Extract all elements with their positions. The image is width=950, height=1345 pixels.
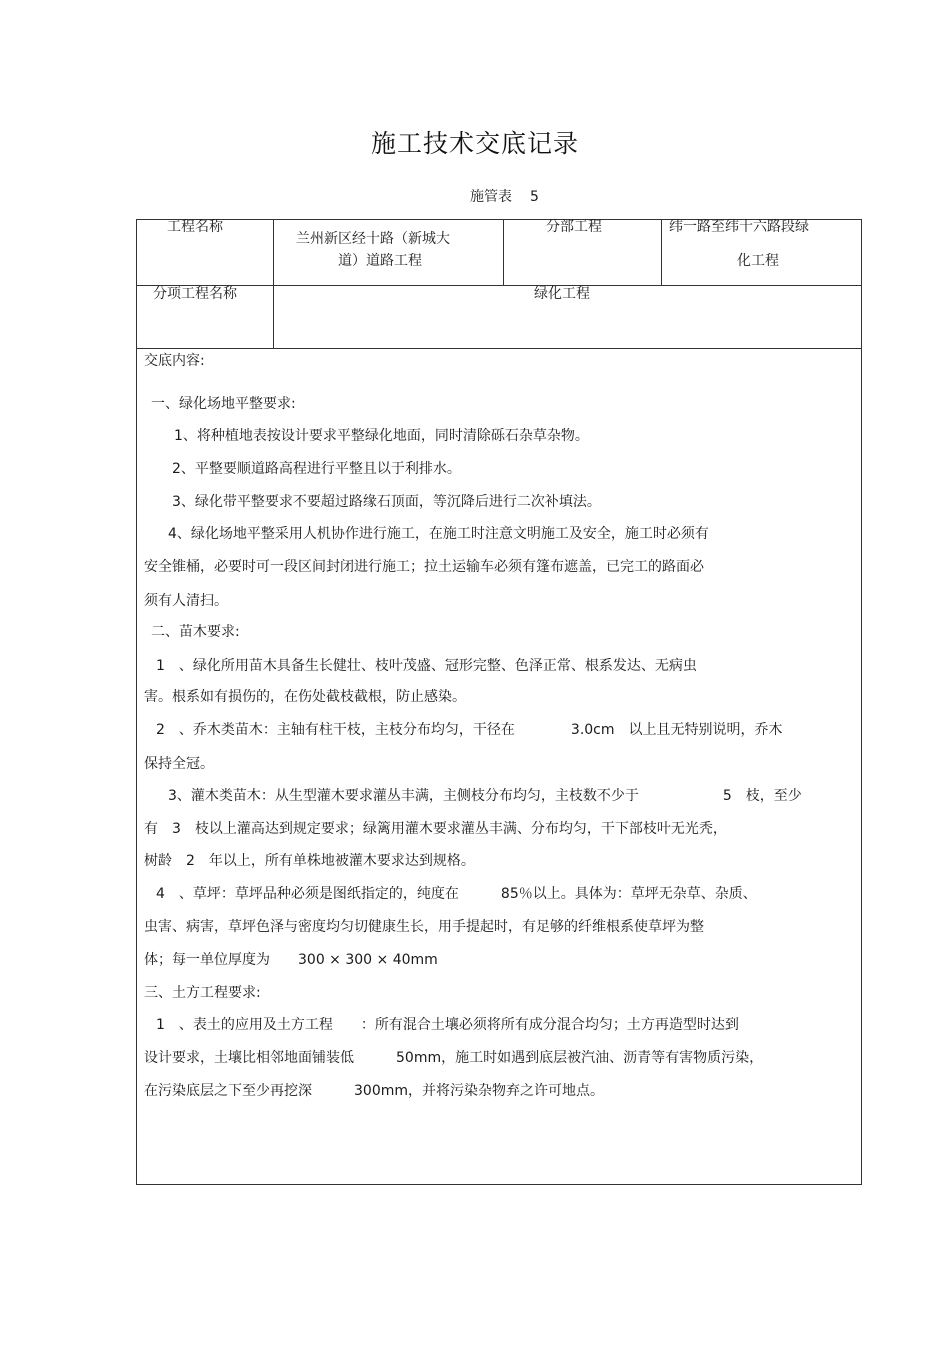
content-line: 3、灌木类苗木：从生型灌木要求灌丛丰满，主侧枝分布均匀，主枝数不少于 5 枝，至少 (168, 788, 802, 804)
division-value-line2: 化工程 (737, 253, 779, 269)
content-line: 有 3 枝以上灌高达到规定要求；绿篱用灌木要求灌丛丰满、分布均匀，干下部枝叶无光秃， (144, 821, 727, 837)
content-line: 保持全冠。 (144, 756, 214, 772)
content-heading: 交底内容: (144, 353, 205, 369)
subitem-value: 绿化工程 (534, 286, 590, 302)
content-line: 一、绿化场地平整要求: (151, 396, 296, 412)
content-line: 三、土方工程要求: (144, 985, 261, 1001)
content-line: 安全锥桶，必要时可一段区间封闭进行施工；拉土运输车必须有篷布遮盖，已完工的路面必 (144, 559, 704, 575)
column-divider (273, 219, 274, 348)
form-number-label: 施管表 (470, 189, 512, 205)
content-line: 害。根系如有损伤的，在伤处截枝截根，防止感染。 (144, 689, 466, 705)
row-divider (136, 285, 862, 286)
project-name-value-line2: 道）道路工程 (338, 253, 422, 269)
project-name-label: 工程名称 (167, 219, 223, 235)
content-line: 4、绿化场地平整采用人机协作进行施工，在施工时注意文明施工及安全，施工时必须有 (168, 526, 709, 542)
column-divider (661, 219, 662, 285)
content-line: 虫害、病害，草坪色泽与密度均匀切健康生长，用手提起时，有足够的纤维根系使草坪为整 (144, 919, 704, 935)
subitem-label: 分项工程名称 (153, 286, 237, 302)
content-line: 2 、乔木类苗木：主轴有柱干枝，主枝分布均匀，干径在 3.0cm 以上且无特别说明，乔木 (156, 722, 783, 738)
content-line: 4 、草坪：草坪品种必须是图纸指定的，纯度在 85％以上。具体为：草坪无杂草、杂质、 (156, 886, 757, 902)
content-line: 1、将种植地表按设计要求平整绿化地面，同时清除砾石杂草杂物。 (174, 428, 589, 444)
division-label: 分部工程 (546, 219, 602, 235)
column-divider (503, 219, 504, 285)
form-number (470, 186, 539, 206)
form-number-value: 5 (530, 189, 539, 205)
content-line: 在污染底层之下至少再挖深 300mm，并将污染杂物弃之许可地点。 (144, 1083, 604, 1099)
content-line: 体；每一单位厚度为 300 × 300 × 40mm (144, 952, 438, 968)
content-line: 须有人清扫。 (144, 593, 228, 609)
content-line: 树龄 2 年以上，所有单株地被灌木要求达到规格。 (144, 853, 475, 869)
row-divider (136, 348, 862, 349)
content-line: 1 、表土的应用及土方工程 ：所有混合土壤必须将所有成分混合均匀；土方再造型时达到 (156, 1017, 739, 1033)
page-title: 施工技术交底记录 (370, 129, 579, 158)
project-name-value-line1: 兰州新区经十路（新城大 (296, 231, 450, 247)
content-line: 二、苗木要求: (151, 624, 240, 640)
division-value-line1: 纬一路至纬十六路段绿 (669, 219, 809, 235)
content-line: 3、绿化带平整要求不要超过路缘石顶面，等沉降后进行二次补填法。 (172, 494, 601, 510)
content-line: 设计要求，土壤比相邻地面铺装低 50mm，施工时如遇到底层被汽油、沥青等有害物质污染， (144, 1050, 764, 1066)
content-line: 1 、绿化所用苗木具备生长健壮、枝叶茂盛、冠形完整、色泽正常、根系发达、无病虫 (156, 658, 697, 674)
content-line: 2、平整要顺道路高程进行平整且以于利排水。 (172, 461, 461, 477)
